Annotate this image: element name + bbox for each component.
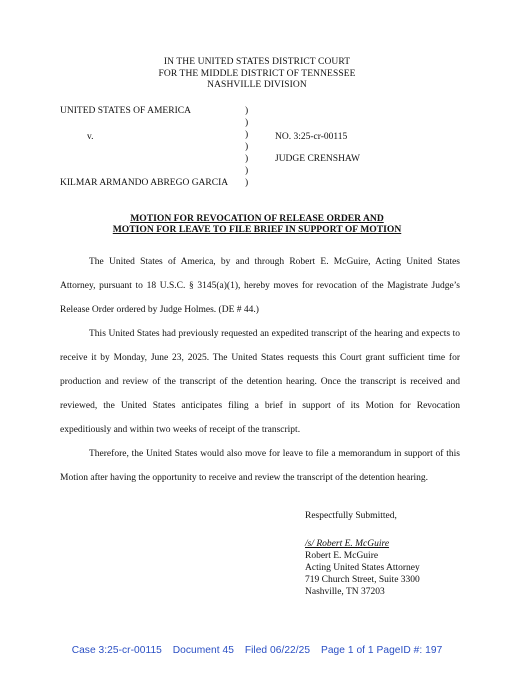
paragraph-2: This United States had previously requested an expedited transcript of the hearing and expects to receive it by Monday, June 23, 2025. The United States requests this Court grant sufficient time for production and review of the transcript of the detention hearing. Once the transcript is received and reviewed, the United States anticipates filing a brief in support of its Motion for Revocation expeditiously and within two weeks of receipt of the transcript. bbox=[60, 329, 460, 435]
footer-page: Page 1 of 1 PageID #: 197 bbox=[320, 645, 443, 656]
footer-document: Document 45 bbox=[172, 645, 234, 656]
footer-case: Case 3:25-cr-00115 bbox=[71, 645, 162, 656]
court-district: FOR THE MIDDLE DISTRICT OF TENNESSEE bbox=[158, 68, 356, 79]
motion-title-line2: MOTION FOR LEAVE TO FILE BRIEF IN SUPPORT OF MOTION bbox=[112, 224, 402, 235]
court-heading bbox=[0, 57, 514, 92]
motion-title bbox=[0, 213, 514, 235]
signer-address-line2: Nashville, TN 37203 bbox=[305, 587, 385, 597]
versus-label: v. bbox=[87, 132, 94, 142]
signature-block bbox=[305, 510, 420, 598]
caption-paren: ) bbox=[245, 118, 249, 128]
motion-body bbox=[60, 250, 460, 490]
electronic-signature: /s/ Robert E. McGuire bbox=[305, 539, 390, 549]
signer-title: Acting United States Attorney bbox=[305, 563, 420, 573]
signer-address-line1: 719 Church Street, Suite 3300 bbox=[305, 575, 420, 585]
paragraph-1: The United States of America, by and through Robert E. McGuire, Acting United States Attorney, pursuant to 18 U.S.C. § 3145(a)(1), hereby moves for revocation of the Magistrate Judge’s Release Order ordered by Judge Holmes. (DE # 44.) bbox=[60, 257, 460, 315]
court-division: NASHVILLE DIVISION bbox=[207, 80, 307, 90]
caption-paren: ) bbox=[245, 106, 249, 116]
caption-paren: ) bbox=[245, 130, 249, 140]
judge-name: JUDGE CRENSHAW bbox=[275, 154, 361, 164]
court-name: IN THE UNITED STATES DISTRICT COURT bbox=[163, 57, 351, 67]
case-number: NO. 3:25-cr-00115 bbox=[275, 132, 348, 142]
filing-footer bbox=[0, 645, 514, 656]
caption-paren: ) bbox=[245, 154, 249, 164]
signer-name: Robert E. McGuire bbox=[305, 551, 379, 561]
caption-paren: ) bbox=[245, 178, 249, 188]
motion-title-line1: MOTION FOR REVOCATION OF RELEASE ORDER AND bbox=[130, 213, 384, 224]
paragraph-3: Therefore, the United States would also move for leave to file a memorandum in support of this Motion after having the opportunity to receive and review the transcript of the detention hearing. bbox=[60, 449, 460, 483]
caption-paren: ) bbox=[245, 142, 249, 152]
caption-paren: ) bbox=[245, 166, 249, 176]
footer-filed: Filed 06/22/25 bbox=[244, 645, 311, 656]
plaintiff-name: UNITED STATES OF AMERICA bbox=[60, 106, 191, 116]
closing-text: Respectfully Submitted, bbox=[305, 511, 397, 521]
defendant-name: KILMAR ARMANDO ABREGO GARCIA bbox=[60, 178, 229, 188]
